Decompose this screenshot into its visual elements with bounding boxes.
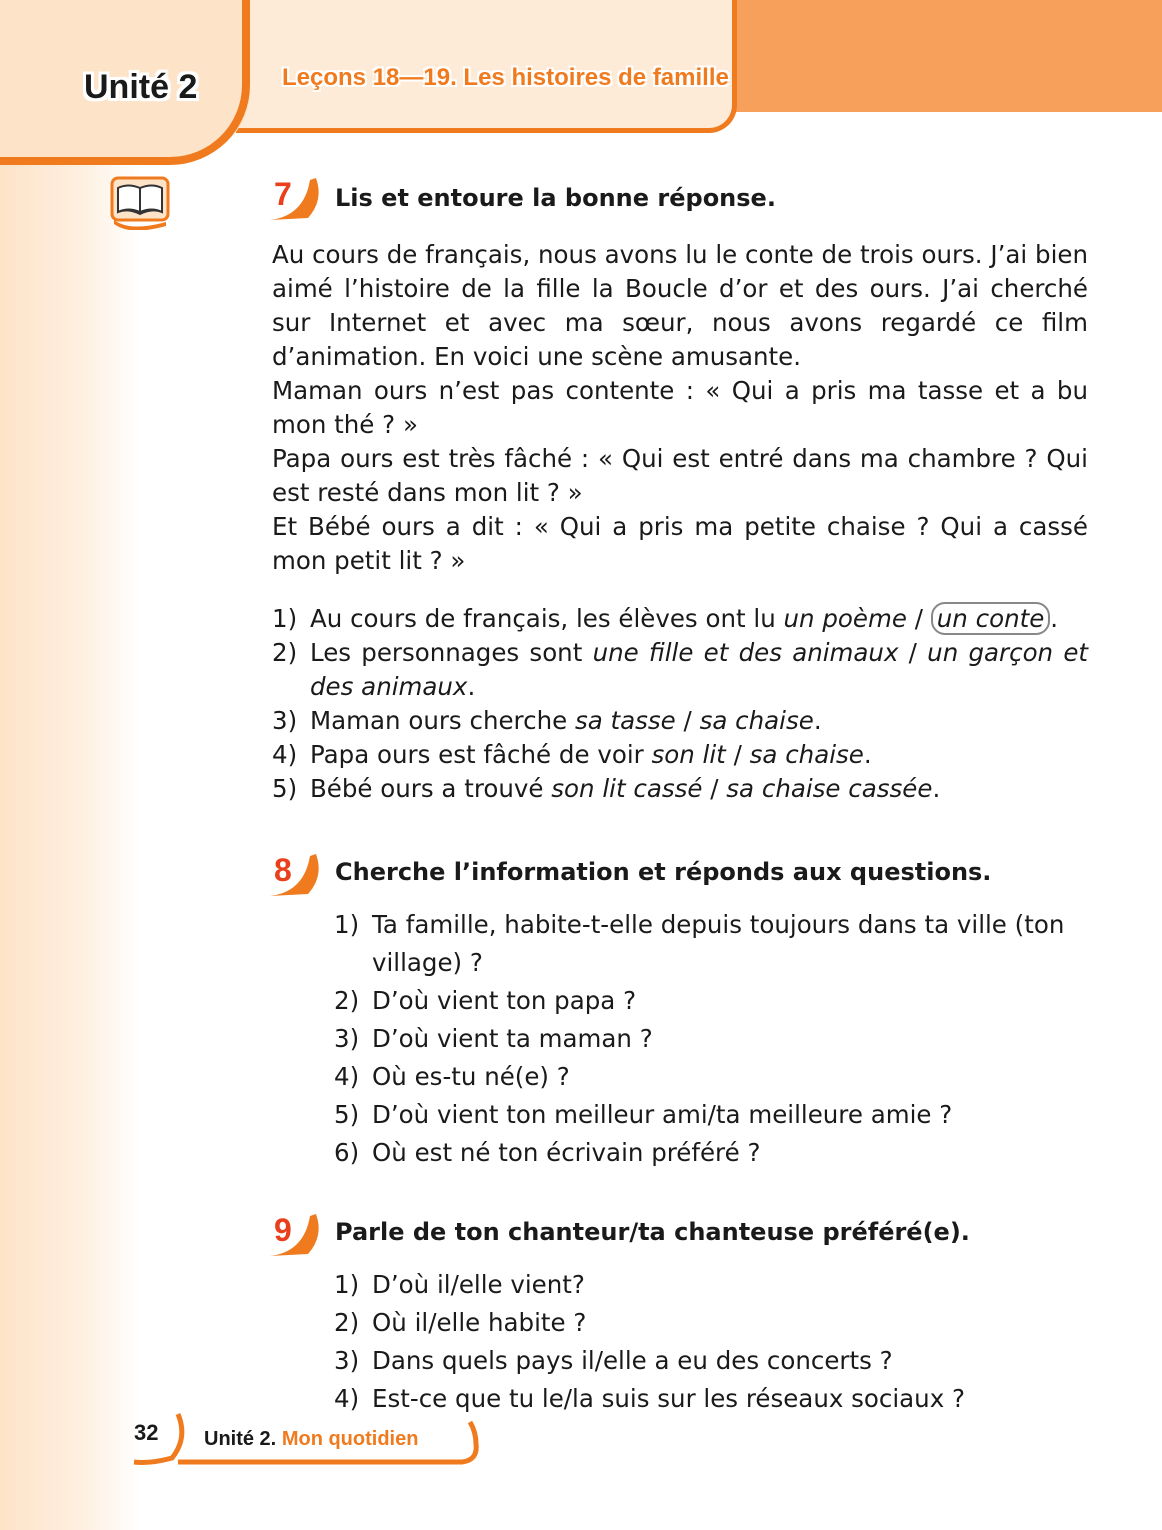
option-2[interactable]: sa chaise cassée xyxy=(726,774,933,803)
exercise-9-title: Parle de ton chanteur/ta chanteuse préféré(e). xyxy=(335,1218,970,1246)
list-item xyxy=(334,982,1088,1020)
exercise-8-title: Cherche l’information et réponds aux questions. xyxy=(335,858,992,886)
item-number: 2) xyxy=(334,986,360,1015)
item-number: 4) xyxy=(334,1062,360,1091)
item-text: Les personnages sont xyxy=(310,638,593,667)
item-number: 4) xyxy=(272,740,298,769)
exercise-7-text xyxy=(272,238,1088,578)
item-end: . xyxy=(1050,604,1059,633)
item-number: 5) xyxy=(272,774,298,803)
item-number: 3) xyxy=(334,1024,360,1053)
separator: / xyxy=(702,774,727,803)
exercise-7-badge xyxy=(264,176,324,226)
exercise-7-title: Lis et entoure la bonne réponse. xyxy=(335,184,776,212)
option-1[interactable]: sa tasse xyxy=(574,706,676,735)
option-1[interactable]: son lit cassé xyxy=(551,774,703,803)
item-text: Ta famille, habite-t-elle depuis toujours dans ta ville (ton village) ? xyxy=(372,910,1065,977)
item-end: . xyxy=(863,740,872,769)
item-text: D’où il/elle vient? xyxy=(372,1270,585,1299)
list-item xyxy=(334,1058,1088,1096)
item-text: Au cours de français, les élèves ont lu xyxy=(310,604,784,633)
list-item xyxy=(334,1304,1088,1342)
list-item xyxy=(272,636,1088,704)
paragraph: Et Bébé ours a dit : « Qui a pris ma petite chaise ? Qui a cassé mon petit lit ? » xyxy=(272,512,1088,575)
exercise-8-badge xyxy=(264,852,324,902)
exercise-9-badge xyxy=(264,1212,324,1262)
footer-chapter: Mon quotidien xyxy=(281,1428,419,1450)
option-2[interactable]: sa chaise xyxy=(699,706,814,735)
item-text: D’où vient ta maman ? xyxy=(372,1024,653,1053)
exercise-7-answers xyxy=(272,602,1088,806)
list-item xyxy=(272,772,1088,806)
list-item xyxy=(334,1266,1088,1304)
separator: / xyxy=(725,740,750,769)
list-item xyxy=(334,1134,1088,1172)
paragraph: Au cours de français, nous avons lu le conte de trois ours. J’ai bien aimé l’histoire de la fille la Boucle d’or et des ours. J’ai cherché sur Internet et avec ma sœur, nous avons regardé ce film d’animation. En voici une scène amusante. xyxy=(272,240,1088,371)
item-number: 3) xyxy=(334,1346,360,1375)
header-band xyxy=(720,0,1162,112)
item-number: 3) xyxy=(272,706,298,735)
item-text: D’où vient ton meilleur ami/ta meilleure amie ? xyxy=(372,1100,953,1129)
item-number: 1) xyxy=(334,1270,360,1299)
item-text: Maman ours cherche xyxy=(310,706,575,735)
item-text: Dans quels pays il/elle a eu des concerts ? xyxy=(372,1346,893,1375)
page-number: 32 xyxy=(134,1420,159,1445)
separator: / xyxy=(898,638,928,667)
exercise-8-number: 8 xyxy=(274,852,292,888)
exercise-9-questions xyxy=(334,1266,1088,1418)
list-item xyxy=(334,906,1088,982)
paragraph: Papa ours est très fâché : « Qui est entré dans ma chambre ? Qui est resté dans mon lit ? » xyxy=(272,444,1088,507)
list-item xyxy=(272,704,1088,738)
item-number: 2) xyxy=(334,1308,360,1337)
footer-unit: Unité 2. xyxy=(204,1428,277,1450)
exercise-9-number: 9 xyxy=(274,1212,292,1248)
item-number: 5) xyxy=(334,1100,360,1129)
lesson-title: Leçons 18—19. Les histoires de famille xyxy=(282,64,729,91)
item-number: 1) xyxy=(272,604,298,633)
item-end: . xyxy=(932,774,941,803)
item-number: 6) xyxy=(334,1138,360,1167)
list-item xyxy=(272,602,1088,636)
option-1[interactable]: un poème xyxy=(783,604,907,633)
option-2[interactable]: sa chaise xyxy=(749,740,864,769)
item-number: 4) xyxy=(334,1384,360,1413)
item-text: Où il/elle habite ? xyxy=(372,1308,587,1337)
item-text: Où est né ton écrivain préféré ? xyxy=(372,1138,761,1167)
option-1[interactable]: une fille et des animaux xyxy=(592,638,899,667)
paragraph: Maman ours n’est pas contente : « Qui a pris ma tasse et a bu mon thé ? » xyxy=(272,376,1088,439)
item-text: Papa ours est fâché de voir xyxy=(310,740,652,769)
option-1[interactable]: son lit xyxy=(651,740,726,769)
option-2[interactable]: un garçon et des animaux xyxy=(310,638,1088,701)
open-book-icon xyxy=(110,174,170,228)
list-item xyxy=(334,1096,1088,1134)
item-text: Bébé ours a trouvé xyxy=(310,774,552,803)
item-text: Où es-tu né(e) ? xyxy=(372,1062,570,1091)
separator: / xyxy=(906,604,931,633)
list-item xyxy=(334,1020,1088,1058)
item-text: D’où vient ton papa ? xyxy=(372,986,637,1015)
item-end: . xyxy=(467,672,476,701)
list-item xyxy=(334,1342,1088,1380)
exercise-7-number: 7 xyxy=(274,176,292,212)
item-text: Est-ce que tu le/la suis sur les réseaux sociaux ? xyxy=(372,1384,966,1413)
footer-title xyxy=(204,1428,418,1451)
item-end: . xyxy=(813,706,822,735)
exercise-8-questions xyxy=(334,906,1088,1172)
item-number: 1) xyxy=(334,910,360,939)
list-item xyxy=(272,738,1088,772)
unit-label: Unité 2 xyxy=(84,68,198,106)
item-number: 2) xyxy=(272,638,298,667)
separator: / xyxy=(675,706,700,735)
option-2-circled[interactable]: un conte xyxy=(931,602,1051,635)
